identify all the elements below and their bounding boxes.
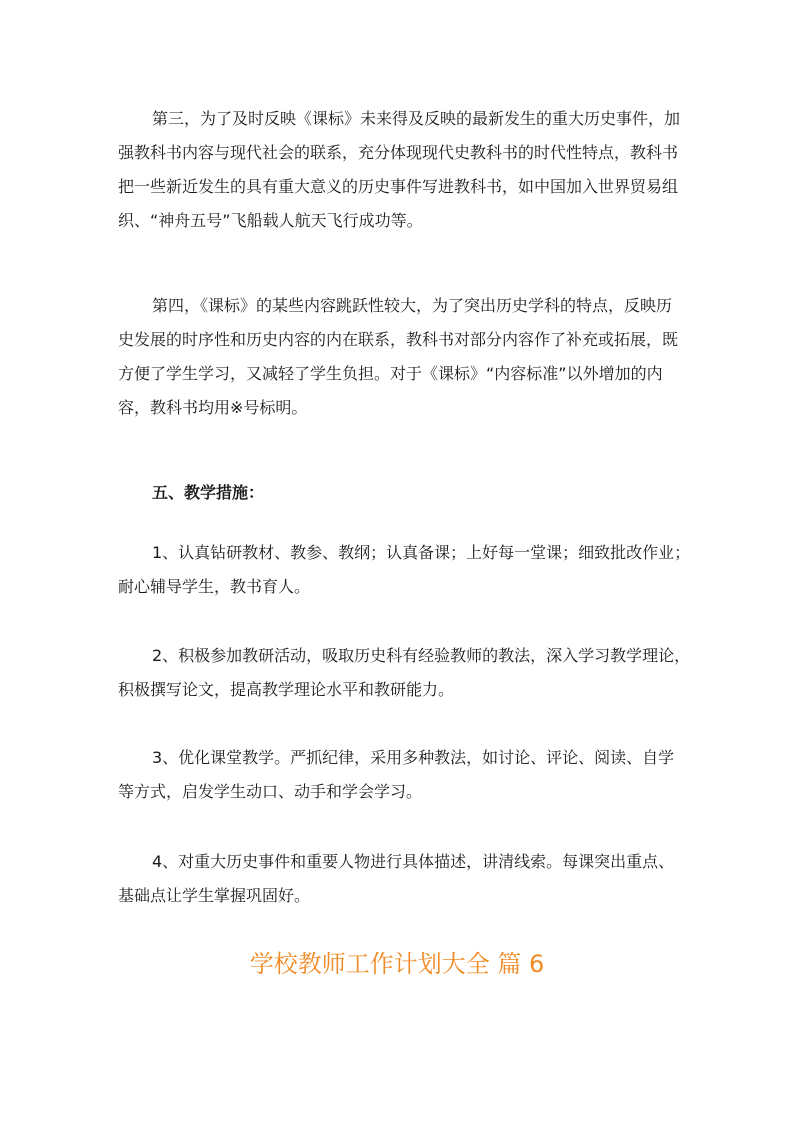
measure-line: 等方式，启发学生动口、动手和学会学习。 bbox=[118, 782, 423, 801]
measure-line: 1、认真钻研教材、教参、教纲；认真备课；上好每一堂课；细致批改作业； bbox=[152, 543, 691, 562]
measure-item-1 bbox=[118, 536, 691, 604]
section-heading-teaching-measures: 五、教学措施： bbox=[152, 483, 265, 502]
measure-item-4 bbox=[118, 845, 680, 913]
paragraph-line: 强教科书内容与现代社会的联系，充分体现现代史教科书的时代性特点，教科书 bbox=[118, 143, 679, 162]
measure-line: 2、积极参加教研活动，吸取历史科有经验教师的教法，深入学习教学理论， bbox=[152, 646, 691, 665]
paragraph-line: 第三，为了及时反映《课标》未来得及反映的最新发生的重大历史事件，加 bbox=[152, 109, 681, 128]
measure-line: 基础点让学生掌握巩固好。 bbox=[118, 886, 311, 905]
measure-line: 4、对重大历史事件和重要人物进行具体描述，讲清线索。每课突出重点、 bbox=[152, 852, 675, 871]
paragraph-line: 史发展的时序性和历史内容的内在联系，教科书对部分内容作了补充或拓展，既 bbox=[118, 330, 679, 349]
section-title: 学校教师工作计划大全 篇 6 bbox=[249, 950, 545, 978]
paragraph-third bbox=[118, 102, 680, 238]
measure-item-3 bbox=[118, 741, 680, 809]
paragraph-line: 第四，《课标》的某些内容跳跃性较大，为了突出历史学科的特点，反映历 bbox=[152, 296, 673, 315]
paragraph-line: 容，教科书均用※号标明。 bbox=[118, 398, 308, 417]
paragraph-line: 把一些新近发生的具有重大意义的历史事件写进教科书，如中国加入世界贸易组 bbox=[118, 177, 679, 196]
measure-line: 3、优化课堂教学。严抓纪律，采用多种教法，如讨论、评论、阅读、自学 bbox=[152, 748, 675, 767]
paragraph-line: 方便了学生学习，又减轻了学生负担。对于《课标》“内容标准”以外增加的内 bbox=[118, 364, 663, 383]
measure-line: 耐心辅导学生，教书育人。 bbox=[118, 577, 311, 596]
measure-item-2 bbox=[118, 639, 691, 707]
measure-line: 积极撰写论文，提高教学理论水平和教研能力。 bbox=[118, 680, 455, 699]
paragraph-line: 织、“神舟五号”飞船载人航天飞行成功等。 bbox=[118, 211, 423, 230]
paragraph-fourth bbox=[118, 289, 680, 425]
